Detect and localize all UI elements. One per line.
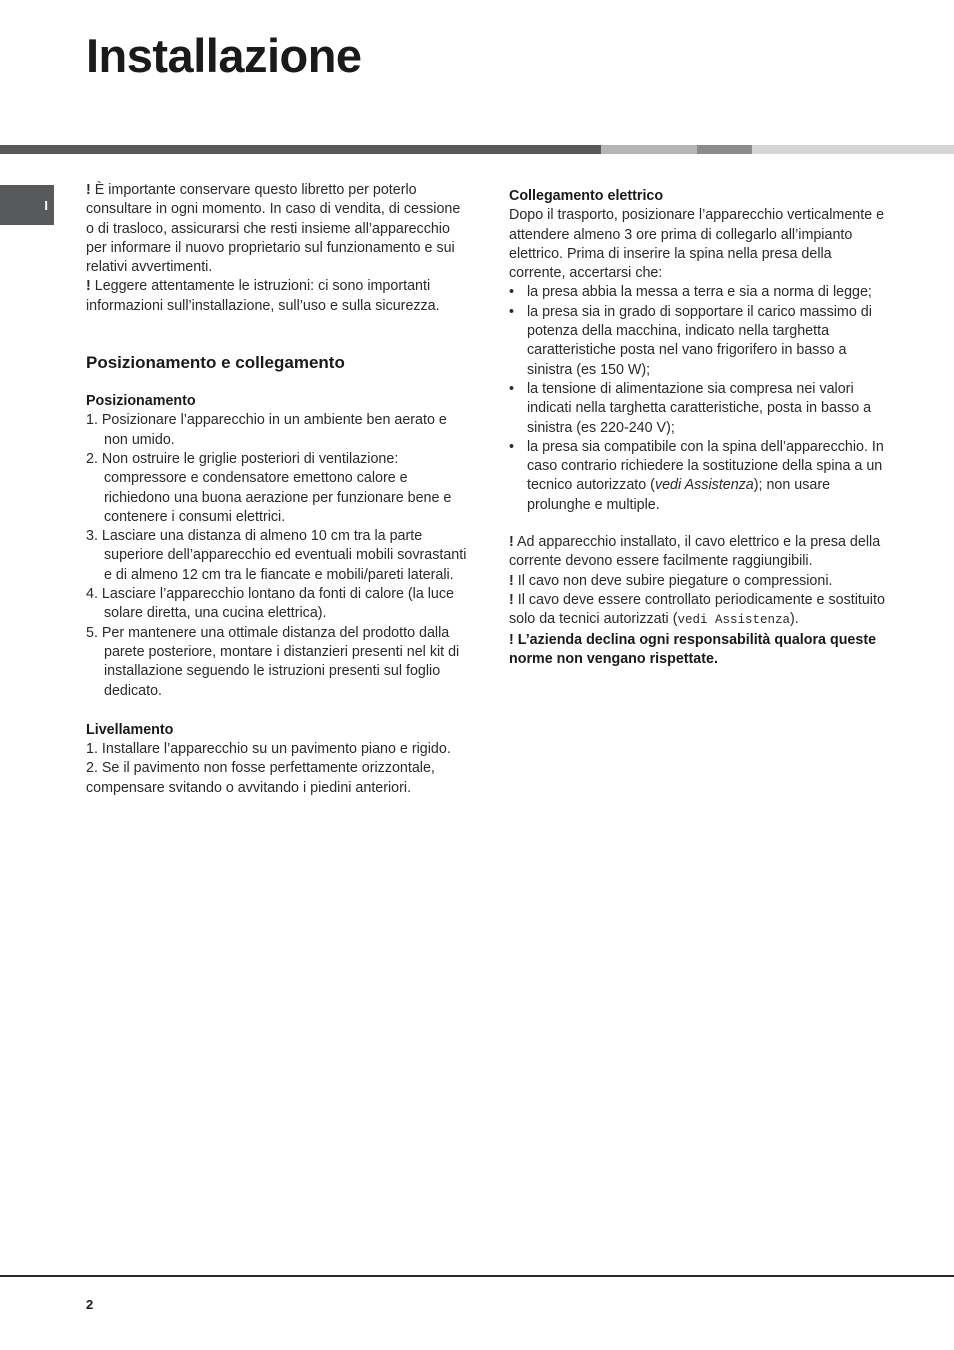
- assistenza-reference: vedi Assistenza: [677, 613, 790, 628]
- step-item: 2. Non ostruire le griglie posteriori di ventilazione: compressore e condensatore emettono calore e richiedono una buona aerazione per funzionare bene e contenere i consumi elettrici.: [86, 450, 452, 525]
- bullet-icon: •: [509, 380, 515, 397]
- warning-mark: !: [509, 631, 514, 648]
- header-band-mid: [697, 145, 752, 154]
- step-item: 5. Per mantenere una ottimale distanza del prodotto dalla parete posteriore, montare i distanzieri presenti nel kit di installazione seguendo le istruzioni presenti sul foglio dedicato.: [86, 624, 460, 699]
- left-column: [86, 181, 468, 798]
- header-band-light: [601, 145, 697, 154]
- language-tab: I: [0, 185, 54, 225]
- warning-mark: !: [86, 278, 91, 295]
- footer-rule: [0, 1275, 954, 1277]
- list-item: • la tensione di alimentazione sia compresa nei valori indicati nella targhetta caratteristiche, posta in basso a sinistra (es 220-240 V);: [509, 380, 872, 436]
- assistenza-reference: vedi Assistenza: [654, 477, 754, 494]
- collegamento-heading: Collegamento elettrico: [509, 188, 664, 204]
- step-item: 3. Lasciare una distanza di almeno 10 cm tra la parte superiore dell’apparecchio ed eventuali mobili sovrastanti e di almeno 12 cm tra le fiancate e mobili/pareti laterali.: [86, 528, 467, 583]
- note-2: ! Il cavo non deve subire piegature o compressioni.: [509, 572, 833, 589]
- right-column: [509, 187, 889, 669]
- bullet-icon: •: [509, 284, 515, 301]
- list-item: • la presa sia in grado di sopportare il carico massimo di potenza della macchina, indicato nella targhetta caratteristiche posta nel vano frigorifero in basso a sinistra (es 150 W);: [509, 303, 872, 378]
- livellamento-paragraph-1: 1. Installare l’apparecchio su un pavimento piano e rigido.: [86, 741, 451, 758]
- step-item: 4. Lasciare l’apparecchio lontano da fonti di calore (la luce solare diretta, una cucina elettrica).: [86, 586, 454, 622]
- livellamento-heading: Livellamento: [86, 721, 174, 738]
- intro-paragraph-1: ! È importante conservare questo libretto per poterlo consultare in ogni momento. In caso di vendita, di cessione o di trasloco, assicurarsi che resti insieme all’apparecchio per informare il nuovo proprietario sul funzionamento e sui relativi avvertimenti.: [86, 182, 461, 276]
- warning-mark: !: [509, 534, 514, 551]
- warning-mark: !: [509, 572, 514, 589]
- posizionamento-steps: [86, 411, 468, 700]
- warning-mark: !: [86, 182, 91, 198]
- section-title: Posizionamento e collegamento: [86, 353, 345, 373]
- bullet-icon: •: [509, 303, 515, 320]
- posizionamento-heading: Posizionamento: [86, 393, 196, 410]
- header-band-pale: [752, 145, 954, 154]
- page-number: 2: [86, 1297, 94, 1312]
- note-3: ! Il cavo deve essere controllato periodicamente e sostituito solo da tecnici autorizzati (vedi Assistenza).: [509, 591, 885, 628]
- bullet-icon: •: [509, 438, 515, 455]
- header-band-dark: [0, 145, 601, 154]
- collegamento-intro: Dopo il trasporto, posizionare l’apparecchio verticalmente e attendere almeno 3 ore prima di collegarlo all’impianto elettrico. Prima di inserire la spina nella presa della corrente, accertarsi che:: [509, 207, 885, 282]
- note-4: ! L’azienda declina ogni responsabilità qualora queste norme non vengano rispettate.: [509, 631, 877, 667]
- list-item: • la presa abbia la messa a terra e sia a norma di legge;: [509, 283, 889, 302]
- note-1: ! Ad apparecchio installato, il cavo elettrico e la presa della corrente devono essere facilmente raggiungibili.: [509, 534, 881, 570]
- livellamento-paragraph-2: 2. Se il pavimento non fosse perfettamente orizzontale, compensare svitando o avvitando i piedini anteriori.: [86, 760, 435, 796]
- step-item: 1. Posizionare l’apparecchio in un ambiente ben aerato e non umido.: [86, 412, 447, 448]
- intro-paragraph-2: ! Leggere attentamente le istruzioni: ci sono importanti informazioni sull’installazione, sull’uso e sulla sicurezza.: [86, 278, 440, 314]
- requirements-list: [509, 283, 889, 515]
- list-item: • la presa sia compatibile con la spina dell’apparecchio. In caso contrario richiedere la sostituzione della spina a un tecnico autorizzato (vedi Assistenza); non usare prolunghe e multiple.: [509, 438, 884, 513]
- warning-mark: !: [509, 591, 514, 608]
- page-title: Installazione: [86, 29, 362, 82]
